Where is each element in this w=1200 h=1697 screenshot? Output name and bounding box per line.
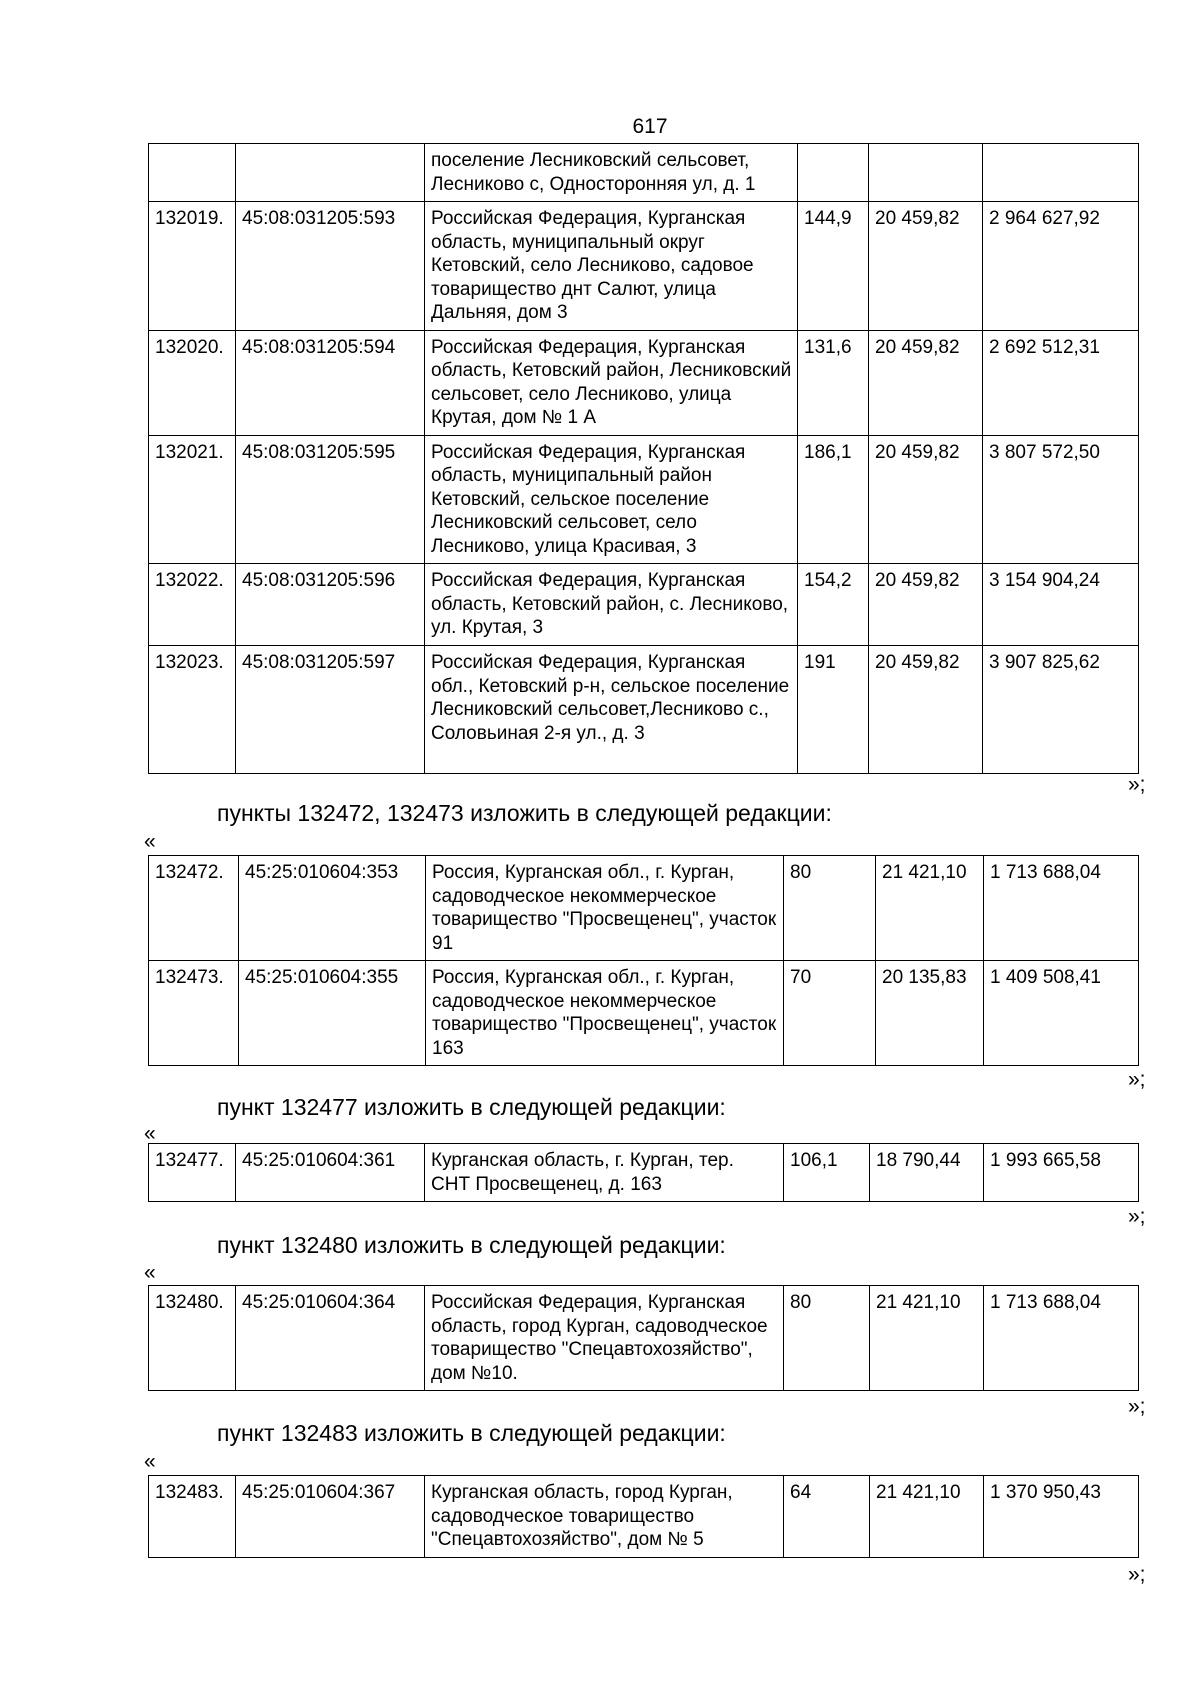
table-row [149, 144, 1139, 202]
cadastral-value: 1 993 665,58 [984, 1144, 1139, 1202]
unit-value: 21 421,10 [876, 856, 984, 961]
table-row [149, 202, 1139, 331]
address: Российская Федерация, Курганская область, муниципальный округ Кетовский, село Лесниково, садовое товарищество днт Салют, улица Дальняя, дом 3 [425, 202, 798, 331]
closing-quote: »; [1128, 1395, 1146, 1418]
cadastral-number [236, 144, 425, 202]
cadastral-number: 45:08:031205:597 [236, 646, 425, 774]
unit-value: 20 459,82 [869, 330, 983, 435]
row-number: 132021. [149, 435, 236, 564]
cadastral-table-4 [148, 1285, 1139, 1391]
row-number [149, 144, 236, 202]
cadastral-table-3 [148, 1143, 1139, 1202]
cadastral-value: 1 713 688,04 [984, 1286, 1139, 1391]
opening-quote: « [144, 1122, 156, 1145]
row-number: 132022. [149, 564, 236, 646]
row-number: 132472. [149, 856, 239, 961]
cadastral-value: 2 692 512,31 [983, 330, 1139, 435]
address: Курганская область, г. Курган, тер. СНТ Просвещенец, д. 163 [425, 1144, 784, 1202]
row-number: 132483. [149, 1476, 236, 1558]
closing-quote: »; [1128, 1068, 1146, 1091]
cadastral-value: 3 907 825,62 [983, 646, 1139, 774]
area: 80 [784, 1286, 870, 1391]
cadastral-number: 45:08:031205:596 [236, 564, 425, 646]
area: 106,1 [784, 1144, 870, 1202]
row-number: 132477. [149, 1144, 236, 1202]
area: 64 [784, 1476, 870, 1558]
area: 154,2 [798, 564, 869, 646]
cadastral-value: 3 154 904,24 [983, 564, 1139, 646]
area [798, 144, 869, 202]
cadastral-number: 45:25:010604:364 [236, 1286, 425, 1391]
cadastral-number: 45:25:010604:361 [236, 1144, 425, 1202]
amendment-paragraph: пункты 132472, 132473 изложить в следующей редакции: [217, 800, 832, 826]
unit-value: 20 135,83 [876, 961, 984, 1066]
table-row [149, 330, 1139, 435]
address: Российская Федерация, Курганская область, муниципальный район Кетовский, сельское поселение Лесниковский сельсовет, село Лесниково, улица Красивая, 3 [425, 435, 798, 564]
address: Россия, Курганская обл., г. Курган, садоводческое некоммерческое товарищество "Просвещенец", участок 91 [426, 856, 784, 961]
closing-quote: »; [1128, 773, 1146, 796]
address: Российская Федерация, Курганская область, Кетовский район, Лесниковский сельсовет, село Лесниково, улица Крутая, дом № 1 А [425, 330, 798, 435]
cadastral-number: 45:08:031205:593 [236, 202, 425, 331]
row-number: 132480. [149, 1286, 236, 1391]
unit-value: 18 790,44 [870, 1144, 984, 1202]
table-row [149, 1476, 1139, 1558]
area: 191 [798, 646, 869, 774]
table-row [149, 564, 1139, 646]
area: 80 [784, 856, 876, 961]
unit-value: 20 459,82 [869, 646, 983, 774]
address: поселение Лесниковский сельсовет, Лесниково с, Односторонняя ул, д. 1 [425, 144, 798, 202]
cadastral-number: 45:25:010604:367 [236, 1476, 425, 1558]
closing-quote: »; [1128, 1563, 1146, 1586]
cadastral-number: 45:25:010604:353 [239, 856, 426, 961]
address: Российская Федерация, Курганская область, Кетовский район, с. Лесниково, ул. Крутая, 3 [425, 564, 798, 646]
cadastral-number: 45:25:010604:355 [239, 961, 426, 1066]
unit-value: 21 421,10 [870, 1476, 984, 1558]
row-number: 132019. [149, 202, 236, 331]
unit-value: 21 421,10 [870, 1286, 984, 1391]
page-number: 617 [632, 115, 668, 138]
cadastral-value: 3 807 572,50 [983, 435, 1139, 564]
table-row [149, 646, 1139, 774]
area: 131,6 [798, 330, 869, 435]
opening-quote: « [144, 830, 156, 853]
row-number: 132020. [149, 330, 236, 435]
amendment-paragraph: пункт 132483 изложить в следующей редакции: [217, 1420, 726, 1446]
unit-value: 20 459,82 [869, 564, 983, 646]
address: Россия, Курганская обл., г. Курган, садоводческое некоммерческое товарищество "Просвещенец", участок 163 [426, 961, 784, 1066]
opening-quote: « [144, 1261, 156, 1284]
row-number: 132023. [149, 646, 236, 774]
cadastral-number: 45:08:031205:595 [236, 435, 425, 564]
cadastral-table-1 [148, 143, 1139, 774]
opening-quote: « [144, 1450, 156, 1473]
cadastral-value: 2 964 627,92 [983, 202, 1139, 331]
closing-quote: »; [1128, 1205, 1146, 1228]
amendment-paragraph: пункт 132477 изложить в следующей редакции: [217, 1094, 726, 1120]
table-row [149, 856, 1139, 961]
cadastral-value: 1 409 508,41 [984, 961, 1139, 1066]
cadastral-table-5 [148, 1475, 1139, 1558]
address: Российская Федерация, Курганская область, город Курган, садоводческое товарищество "Спецавтохозяйство", дом №10. [425, 1286, 784, 1391]
amendment-paragraph: пункт 132480 изложить в следующей редакции: [217, 1232, 726, 1258]
cadastral-value: 1 713 688,04 [984, 856, 1139, 961]
table-row [149, 1144, 1139, 1202]
address: Российская Федерация, Курганская обл., Кетовский р-н, сельское поселение Лесниковский сельсовет,Лесниково с., Соловьиная 2-я ул., д. 3 [425, 646, 798, 774]
address: Курганская область, город Курган, садоводческое товарищество "Спецавтохозяйство", дом № 5 [425, 1476, 784, 1558]
table-row [149, 961, 1139, 1066]
table-row [149, 435, 1139, 564]
area: 70 [784, 961, 876, 1066]
table-row [149, 1286, 1139, 1391]
row-number: 132473. [149, 961, 239, 1066]
area: 144,9 [798, 202, 869, 331]
unit-value: 20 459,82 [869, 202, 983, 331]
cadastral-value [983, 144, 1139, 202]
unit-value [869, 144, 983, 202]
cadastral-table-2 [148, 855, 1139, 1066]
cadastral-number: 45:08:031205:594 [236, 330, 425, 435]
area: 186,1 [798, 435, 869, 564]
unit-value: 20 459,82 [869, 435, 983, 564]
cadastral-value: 1 370 950,43 [984, 1476, 1139, 1558]
